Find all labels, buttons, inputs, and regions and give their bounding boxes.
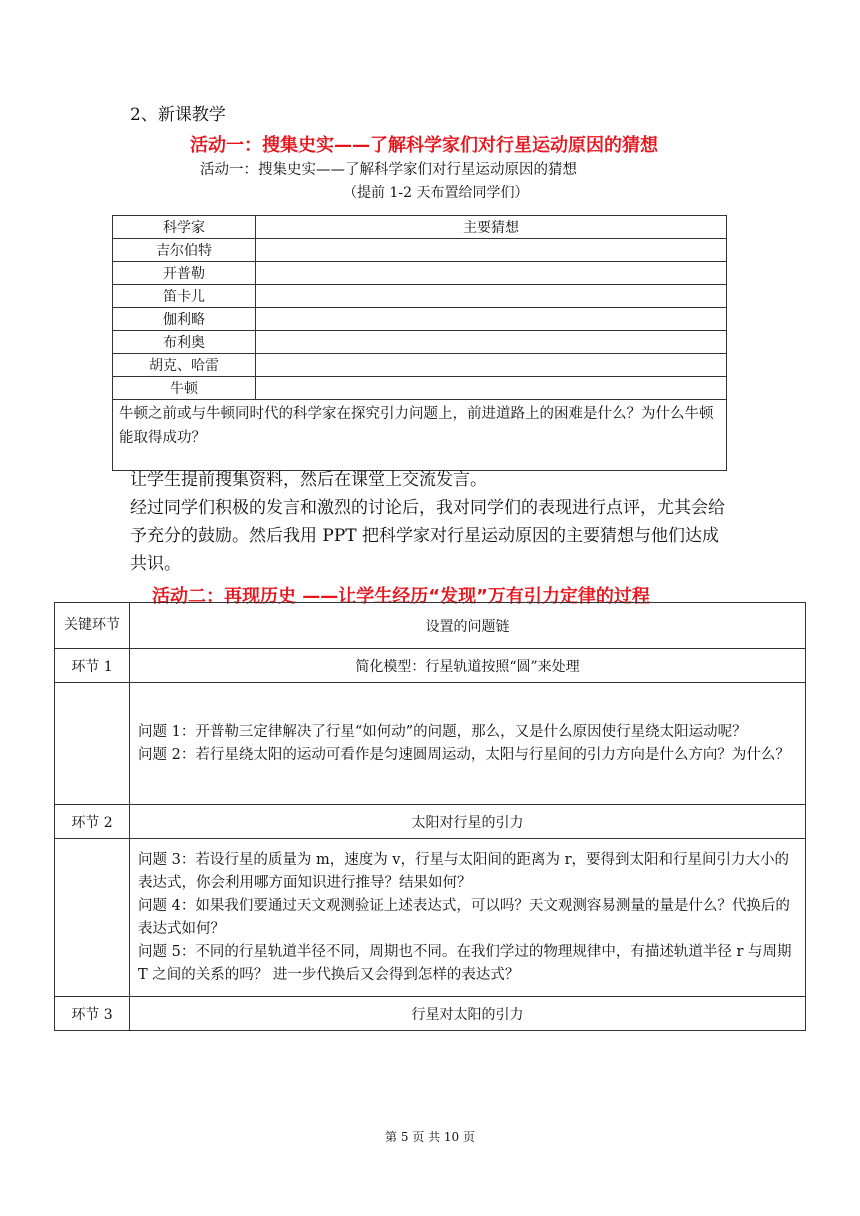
activity1-note: （提前 1-2 天布置给同学们） [343,185,529,201]
header-scientist: 科学家 [113,216,256,239]
page-footer: 第 5 页 共 10 页 [385,1130,475,1144]
header-question-chain: 设置的问题链 [130,603,806,649]
activity2-title-red: 活动二：再现历史 ——让学生经历“发现”万有引力定律的过程 [152,586,650,607]
question-row [113,400,727,471]
question-text: 问题 5：不同的行星轨道半径不同，周期也不同。在我们学过的物理规律中，有描述轨道半径 r 与周期 T 之间的关系的吗？ 进一步代换后又会得到怎样的表达式？ [138,943,792,983]
guess-cell [256,377,727,400]
question-chain-table [54,602,806,1031]
table-row [113,331,727,354]
scientist-name: 伽利略 [113,308,256,331]
question-text: 问题 4：如果我们要通过天文观测验证上述表达式，可以吗？天文观测容易测量的量是什么？代换后的表达式如何？ [138,897,790,937]
table-row [113,377,727,400]
empty-cell [55,683,130,805]
scientist-name: 布利奥 [113,331,256,354]
guess-cell [256,331,727,354]
question-text: 问题 1：开普勒三定律解决了行星“如何动”的问题，那么，又是什么原因使行星绕太阳运动呢？ [138,723,747,740]
table-row [113,285,727,308]
table-row [55,683,806,805]
scientist-name: 牛顿 [113,377,256,400]
table-row [113,308,727,331]
scientist-table [112,215,727,471]
section-heading: 2、新课教学 [130,105,226,125]
questions-cell [130,683,806,805]
question-cell: 牛顿之前或与牛顿同时代的科学家在探究引力问题上，前进道路上的困难是什么？为什么牛顿能取得成功？ [113,400,727,471]
paragraph: 让学生提前搜集资料，然后在课堂上交流发言。 [130,470,487,490]
question-text: 问题 3：若设行星的质量为 m，速度为 v，行星与太阳间的距离为 r，要得到太阳和行星间引力大小的表达式，你会利用哪方面知识进行推导？结果如何？ [138,851,790,891]
scientist-name: 吉尔伯特 [113,239,256,262]
scientist-name: 笛卡儿 [113,285,256,308]
table-header-row [55,603,806,649]
guess-cell [256,354,727,377]
paragraph: 经过同学们积极的发言和激烈的讨论后，我对同学们的表现进行点评，尤其会给予充分的鼓励。然后我用 PPT 把科学家对行星运动原因的主要猜想与他们达成共识。 [130,498,725,574]
step-title: 行星对太阳的引力 [130,997,806,1031]
questions-cell [130,839,806,997]
guess-cell [256,239,727,262]
empty-cell [55,839,130,997]
step-title: 太阳对行星的引力 [130,805,806,839]
step-label: 环节 2 [55,805,130,839]
table-row [55,805,806,839]
activity1-title: 活动一：搜集史实——了解科学家们对行星运动原因的猜想 [200,162,577,178]
guess-cell [256,285,727,308]
guess-cell [256,308,727,331]
table-row [55,649,806,683]
scientist-name: 开普勒 [113,262,256,285]
table-row [113,354,727,377]
step-label: 环节 1 [55,649,130,683]
table-header-row [113,216,727,239]
table-row [113,239,727,262]
step-title: 简化模型：行星轨道按照“圆”来处理 [130,649,806,683]
activity1-title-red: 活动一：搜集史实——了解科学家们对行星运动原因的猜想 [190,135,658,156]
table-row [55,839,806,997]
header-key-step: 关键环节 [55,603,130,649]
table-row [113,262,727,285]
header-guess: 主要猜想 [256,216,727,239]
step-label: 环节 3 [55,997,130,1031]
question-text: 问题 2：若行星绕太阳的运动可看作是匀速圆周运动，太阳与行星间的引力方向是什么方向？为什么？ [138,746,790,763]
table-row [55,997,806,1031]
guess-cell [256,262,727,285]
scientist-name: 胡克、哈雷 [113,354,256,377]
